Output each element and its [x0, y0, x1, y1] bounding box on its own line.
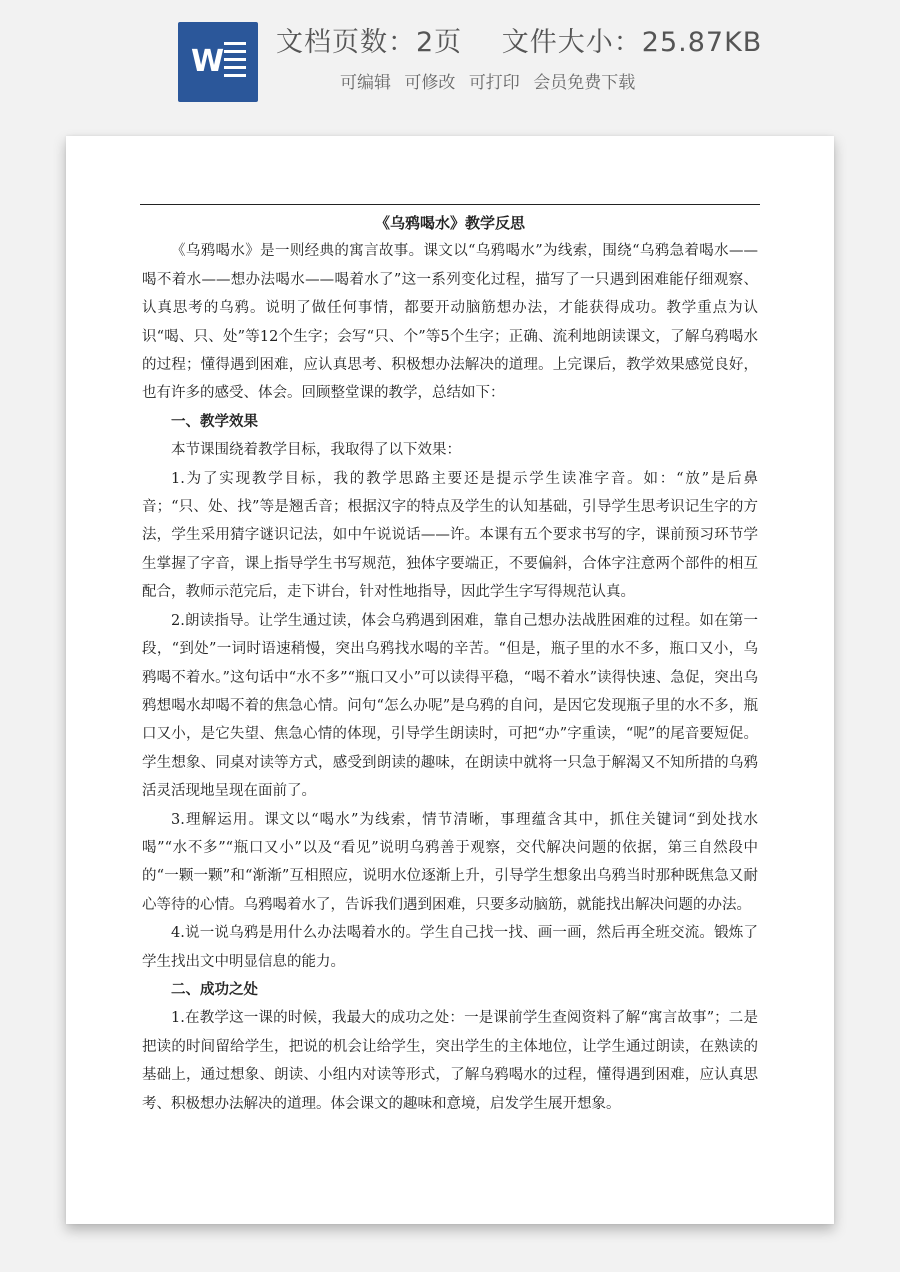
feature-printable: 可打印 [468, 73, 520, 93]
document-title: 《乌鸦喝水》教学反思 [374, 214, 525, 232]
paragraph-item-2: 2.朗读指导。让学生通过读，体会乌鸦遇到困难，靠自己想办法战胜困难的过程。如在第一段，“到处”一词时语速稍慢，突出乌鸦找水喝的辛苦。“但是，瓶子里的水不多，瓶口又小，乌鸦喝不着水。”这句话中“水不多”“瓶口又小”可以读得平稳，“喝不着水”读得快速、急促，突出乌鸦想喝水却喝不着的焦急心情。问句“怎么办呢”是乌鸦的自问，是因它发现瓶子里的水不多，瓶口又小，是它失望、焦急心情的体现，引导学生朗读时，可把“办”字重读，“呢”的尾音要短促。学生想象、同桌对读等方式，感受到朗读的趣味，在朗读中就将一只急于解渴又不知所措的乌鸦活灵活现地呈现在面前了。 [142, 612, 758, 800]
word-icon-letter: W [191, 44, 225, 79]
word-document-icon [178, 22, 258, 102]
header-rule [140, 204, 760, 205]
section-heading-effects: 一、教学效果 [171, 412, 258, 430]
feature-member-download: 会员免费下载 [533, 73, 636, 93]
paragraph-item-3: 3.理解运用。课文以“喝水”为线索，情节清晰，事理蕴含其中，抓住关键词“到处找水喝”“水不多”“瓶口又小”以及“看见”说明乌鸦善于观察，交代解决问题的依据，第三自然段中的“一颗一颗”和“渐渐”互相照应，说明水位逐渐上升，引导学生想象出乌鸦当时那种既焦急又耐心等待的心情。乌鸦喝着水了，告诉我们遇到困难，只要多动脑筋，就能找出解决问题的办法。 [142, 811, 758, 913]
page-count: 文档页数：2页 [276, 27, 463, 58]
document-page [66, 136, 834, 1224]
feature-editable: 可编辑 [340, 73, 391, 93]
document-body [142, 209, 758, 1118]
document-info [276, 20, 762, 59]
file-size: 文件大小：25.87KB [501, 27, 763, 58]
paragraph-intro: 《乌鸦喝水》是一则经典的寓言故事。课文以“乌鸦喝水”为线索，围绕“乌鸦急着喝水——喝不着水——想办法喝水——喝着水了”这一系列变化过程，描写了一只遇到困难能仔细观察、认真思考的乌鸦。说明了做任何事情，都要开动脑筋想办法，才能获得成功。教学重点为认识“喝、只、处”等12个生字；会写“只、个”等5个生字；正确、流利地朗读课文，了解乌鸦喝水的过程；懂得遇到困难，应认真思考、积极想办法解决的道理。上完课后，教学效果感觉良好，也有许多的感受、体会。回顾整堂课的教学，总结如下： [142, 243, 758, 402]
paragraph-item-4: 4.说一说乌鸦是用什么办法喝着水的。学生自己找一找、画一画，然后再全班交流。锻炼了学生找出文中明显信息的能力。 [142, 925, 758, 970]
paragraph-effects-intro: 本节课围绕着教学目标，我取得了以下效果： [171, 442, 461, 459]
word-icon-lines [224, 42, 246, 82]
paragraph-success-1: 1.在教学这一课的时候，我最大的成功之处：一是课前学生查阅资料了解“寓言故事”；二是把读的时间留给学生，把说的机会让给学生，突出学生的主体地位，让学生通过朗读，在熟读的基础上，通过想象、朗读、小组内对读等形式，了解乌鸦喝水的过程，懂得遇到困难，应认真思考、积极想办法解决的道理。体会课文的趣味和意境，启发学生展开想象。 [142, 1010, 758, 1112]
section-heading-success: 二、成功之处 [171, 980, 258, 998]
paragraph-item-1: 1.为了实现教学目标，我的教学思路主要还是提示学生读准字音。如：“放”是后鼻音；“只、处、找”等是翘舌音；根据汉字的特点及学生的认知基础，引导学生思考识记生字的方法，学生采用猜字谜识记法，如中午说说话——许。本课有五个要求书写的字，课前预习环节学生掌握了字音，课上指导学生书写规范，独体字要端正，不要偏斜，合体字注意两个部件的相互配合，教师示范完后，走下讲台，针对性地指导，因此学生字写得规范认真。 [142, 470, 758, 601]
feature-list [340, 68, 635, 93]
feature-modifiable: 可修改 [404, 73, 456, 93]
